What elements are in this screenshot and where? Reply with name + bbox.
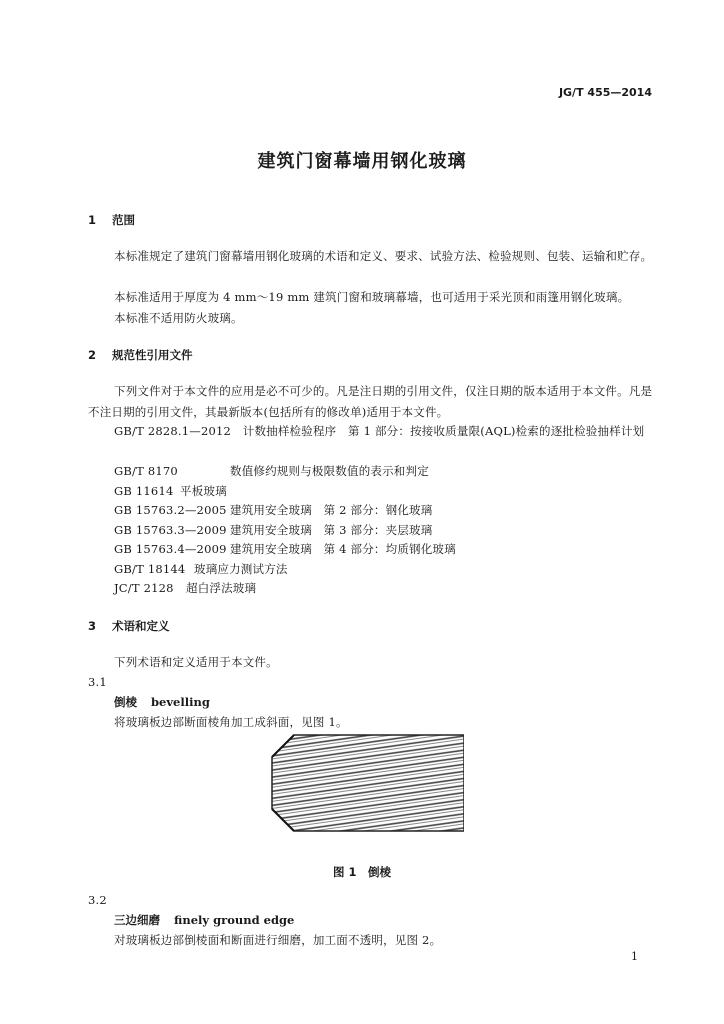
reference-item: GB/T 2828.1—2012 计数抽样检验程序 第 1 部分：按接收质量限(AQL)检索的逐批检验抽样计划 <box>114 424 645 438</box>
reference-item <box>114 502 432 518</box>
term-cn: 三边细磨 <box>114 913 160 927</box>
glass-plate-shape <box>272 735 464 831</box>
reference-code: GB 15763.4—2009 <box>114 542 227 556</box>
term-definition-3-2: 对玻璃板边部倒棱面和断面进行细磨，加工面不透明，见图 2。 <box>114 933 442 947</box>
page-number: 1 <box>631 950 638 963</box>
section-number: 3 <box>88 619 97 633</box>
reference-title: 建筑用安全玻璃 第 2 部分：钢化玻璃 <box>230 503 433 517</box>
reference-code: GB 15763.2—2005 <box>114 503 227 517</box>
section-number: 2 <box>88 348 97 362</box>
reference-item <box>114 483 227 499</box>
reference-title: 超白浮法玻璃 <box>186 581 257 595</box>
term-en: bevelling <box>151 695 210 709</box>
reference-title: 建筑用安全玻璃 第 4 部分：均质钢化玻璃 <box>230 542 456 556</box>
figure-1-caption: 图 1 倒棱 <box>332 865 391 879</box>
reference-item <box>114 541 456 557</box>
reference-item <box>114 580 256 596</box>
reference-title: 数值修约规则与极限数值的表示和判定 <box>230 464 429 478</box>
document-title: 建筑门窗幕墙用钢化玻璃 <box>257 151 467 172</box>
reference-item <box>114 522 432 538</box>
section-title: 规范性引用文件 <box>112 348 193 362</box>
reference-code: GB 11614 <box>114 484 174 498</box>
reference-title: 平板玻璃 <box>180 484 227 498</box>
reference-code: GB/T 8170 <box>114 464 178 478</box>
section-heading-3 <box>88 618 170 634</box>
figure-1-bevel-illustration <box>270 733 464 833</box>
term-definition-3-1: 将玻璃板边部断面棱角加工成斜面，见图 1。 <box>114 715 348 729</box>
reference-code: JC/T 2128 <box>114 581 174 595</box>
reference-title: 玻璃应力测试方法 <box>194 562 288 576</box>
terms-intro: 下列术语和定义适用于本文件。 <box>114 655 278 669</box>
normative-intro-paragraph: 下列文件对于本文件的应用是必不可少的。凡是注日期的引用文件，仅注日期的版本适用于本文件。凡是不注日期的引用文件，其最新版本(包括所有的修改单)适用于本文件。 <box>88 384 653 419</box>
section-heading-2 <box>88 347 193 363</box>
reference-code: GB 15763.3—2009 <box>114 523 227 537</box>
scope-paragraph-1: 本标准规定了建筑门窗幕墙用钢化玻璃的术语和定义、要求、试验方法、检验规则、包装、运输和贮存。 <box>114 249 653 263</box>
term-en: finely ground edge <box>174 913 295 927</box>
reference-item <box>114 463 429 479</box>
term-number-3-2: 3.2 <box>88 893 107 907</box>
reference-item <box>114 561 288 577</box>
term-number-3-1: 3.1 <box>88 675 107 689</box>
term-cn: 倒棱 <box>114 695 137 709</box>
term-heading-3-2 <box>114 912 294 928</box>
term-heading-3-1 <box>114 694 210 710</box>
reference-code: GB/T 18144 <box>114 562 186 576</box>
section-title: 范围 <box>112 213 135 227</box>
scope-paragraph-3: 本标准不适用防火玻璃。 <box>114 311 243 325</box>
section-number: 1 <box>88 213 97 227</box>
standard-number: JG/T 455—2014 <box>558 86 652 99</box>
reference-title: 建筑用安全玻璃 第 3 部分：夹层玻璃 <box>230 523 433 537</box>
scope-paragraph-2: 本标准适用于厚度为 4 mm～19 mm 建筑门窗和玻璃幕墙，也可适用于采光顶和雨篷用钢化玻璃。 <box>114 290 630 304</box>
section-title: 术语和定义 <box>112 619 170 633</box>
section-heading-1 <box>88 212 135 228</box>
